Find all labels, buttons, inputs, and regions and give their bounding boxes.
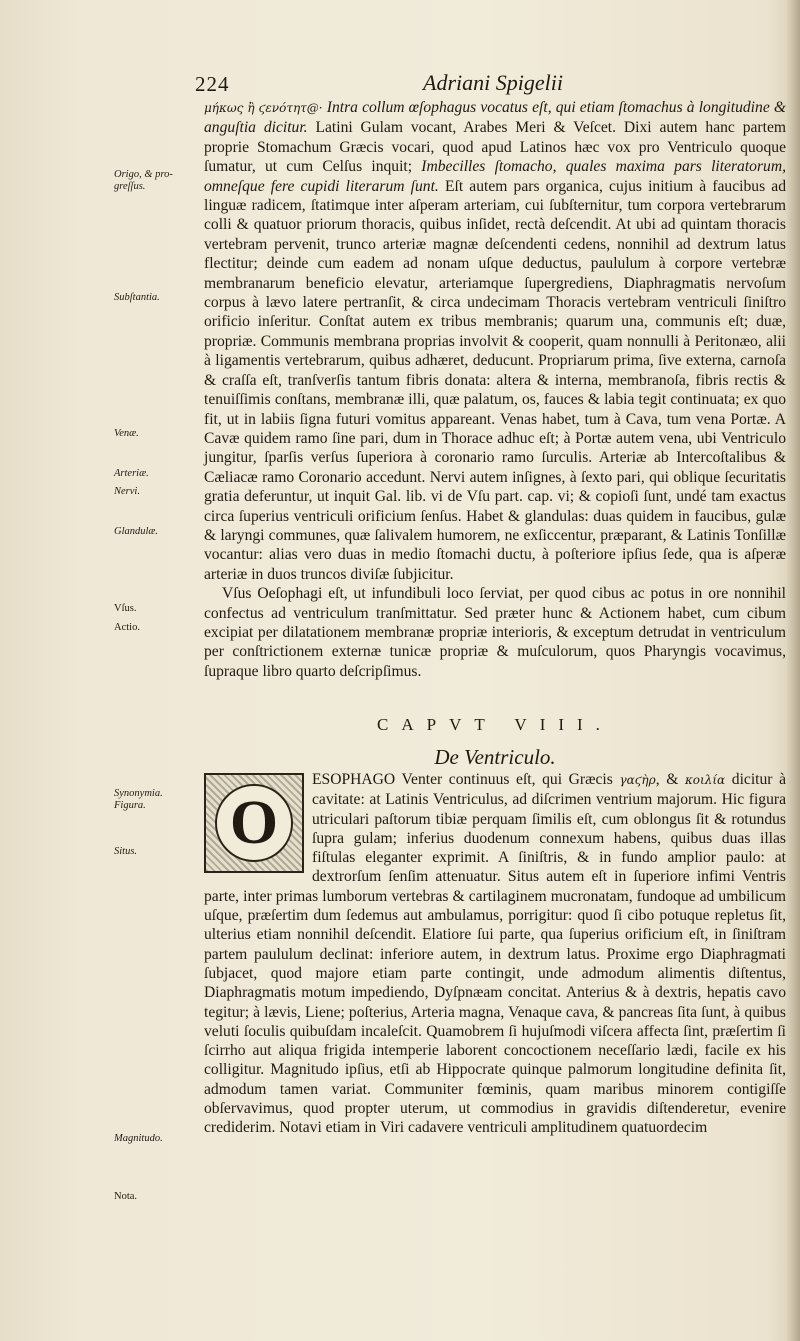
oesophagus-text	[204, 98, 786, 681]
margin-note-nota: Nota.	[114, 1191, 138, 1202]
margin-note-synonymia: Synonymia.	[114, 788, 163, 799]
margin-note-origo: Origo, & pro-	[114, 169, 173, 180]
greek-phrase: μήκως ἢ ϛενότητ@·	[204, 101, 323, 115]
text-run: ESOPHAGO Venter continuus eſt, qui Græcis	[312, 771, 613, 788]
margin-note-progressus: greſſus.	[114, 181, 146, 192]
margin-note-magnitudo: Magnitudo.	[114, 1133, 163, 1144]
definition-italic: Intra collum œſophagus vocatus eſt, qui etiam ſtomachus à longitudine & anguſtia dicitur.	[204, 99, 786, 137]
page-number: 224	[195, 72, 230, 96]
margin-note-substantia: Subſtantia.	[114, 292, 160, 303]
celsus-quote: Imbecilles ſtomacho, quales maxima pars literatorum, omneſque fere cupidi literarum ſunt.	[204, 158, 787, 195]
text-run: , &	[655, 771, 679, 788]
margin-note-glandulae: Glandulæ.	[114, 526, 159, 537]
chapter-heading: CAPVT VIII.	[377, 715, 613, 734]
margin-note-usus: Vſus.	[114, 603, 137, 614]
paragraph-usus: Vſus Oeſophagi eſt, ut infundibuli loco ſerviat, per quod cibus ac potus in ore nonnihil confectus ad ventriculum tranſmittatur. Sed præter hunc & Actionem habet, cum cibum excipiat per dilatationem membranæ propriæ interioris, & exceptum detrudat in ventriculum per conſtrictionem externæ tunicæ propriæ & muſculorum, quos Pharyngis vocavimus, ſupraque libro quarto deſcripſimus.	[204, 585, 786, 680]
running-title: Adriani Spigelii	[423, 70, 563, 95]
chapter-title: De Ventriculo.	[434, 745, 556, 769]
page-header	[195, 70, 790, 96]
margin-note-arteriae: Arteriæ.	[114, 468, 149, 479]
paragraph-oesophagus	[204, 98, 786, 584]
initial-letter: O	[215, 784, 293, 862]
text-run: Latini Gulam vocant, Arabes Meri & Veſcet. Dixi autem hanc partem proprie Stomachum Græcis vocari, quod apud Latinos hæc vox pro Ventriculo quoque ſumatur, ut cum Celſus inquit;	[204, 119, 786, 176]
margin-note-nervi: Nervi.	[114, 486, 140, 497]
decorated-initial	[204, 773, 304, 873]
text-run: dicitur à cavitate: at Latinis Ventriculus, ad diſcrimen ventrium majorum. Hic figura utriculari paſtorum tibiæ perquam ſimilis eſt, cum oblongus ſit & rotundus ſupra gulam; inferius duodenum connexum habens, quibus duas illas fiſtulas eleganter exprimit. A ſiniſtris, & in fundo amplior paulo: at dextrorſum ſenſim attenuatur. Situs autem eſt in ſuperiore infimi Ventris parte, inter primas lumborum vertebras & cartilaginem mucronatam, fundoque ad umbilicum uſque, præſertim dum ſedemus aut ambulamus, porrigitur: quod ſi cibo potuque repletus ſit, ulterius etiam nonnihil deſcendit. Elatiore ſui parte, qua ſuperius orificium eſt, in ſiniſtram partem paululum declinat: inferiore autem, in dextrum latus. Proxime ergo Diaphragmati ſubjacet, quod majore etiam parte contingit, unde admodum alimentis diſtentus, Diaphragmatis motum impediendo, Dyſpnæam concitat. Anterius & à dextris, hepatis cavo tegitur; à lævis, Liene; poſterius, Arteria magna, Venaque cava, & pancreas ſita ſunt, à quibus veluti ſoculis quibuſdam incaleſcit. Quamobrem ſi hujuſmodi viſcera affecta ſint, præſertim ſi ſcirrho aut aliqua frigida intemperie laborent concoctionem neceſſario lædi, facile ex his colligitur. Magnitudo ipſius, etſi ab Hippocrate quinque palmorum longitudine definita ſit, admodum tamen variat. Communiter fœminis, quam maribus minorem contigiſſe obſervavimus, quod propter uterum, ut commodius in gravidis diſtenderetur, evenire crediderim. Notavi etiam in Viri cadavere ventriculi amplitudinem quatuordecim	[204, 771, 786, 1137]
ventriculo-text	[204, 770, 786, 1138]
text-run: Eſt autem pars organica, cujus initium à faucibus ad linguæ radicem, ſtatimque inter aſperam arteriam, cui ſubſternitur, tum corpora vertebrarum colli & quatuor priorum thoracis, quibus inſidet, rectà deſcendit. At ubi ad quintam thoracis vertebram pervenit, trunco arteriæ magnæ deſcendenti cedens, nonnihil ad dextrum latus flectitur; deinde cum eadem ad nonam uſque deductus, paululum à corpore vertebræ membranarum beneficio elevatur, arteriamque ſupergrediens, Diaphragmatis nervoſum corpus à lævo latere pertranſit, & circa undecimam Thoracis vertebram ventriculi ſiniſtro orificio inſeritur. Conſtat autem ex tribus membranis; quarum una, communis eſt; duæ, propriæ. Communis membrana proprias involvit & cooperit, quam nonnulli à Peritonæo, alii à ligamentis vertebrarum, quibus adhæret, deducunt. Propriarum prima, ſive externa, carnoſa & craſſa eſt, tranſverſis tantum fibris donata: altera & interna, membranoſa, fibris rectis & tenuiſſimis conſtans, membranæ illi, quæ palatum, os, fauces & labia tegit continuata; ex quo fit, ut in labiis ſigna futuri vomitus appareant. Venas habet, tum à Cava, tum vena Portæ. A Cavæ quidem ramo ſine pari, dum in Thorace adhuc eſt; à Portæ autem vena, ubi Ventriculo jungitur, ſparſis verſus ſuperiora à coronario ramo ſurculis. Arteriæ ab Intercoſtalibus & Cæliacæ ramo Coronario accedunt. Nervi autem inſignes, à ſexto pari, qui oblique ſecuritatis gratia deferuntur, ut inquit Gal. lib. vi de Vſu part. cap. vi; & copioſi ſunt, undé tam exactus circa ſuperius ventriculi orificium ſenſus. Habet & glandulas: duas quidem in faucibus, gulæ & laryngi communes, quæ ſalivalem humorem, ne exſiccentur, præparant, & Latinis Tonſillæ vocantur: alias vero duas in medio ſtomachi ductu, à poſteriore ipſius ſede, qua is aſperæ arteriæ in duos truncos diviſæ ſubjicitur.	[204, 177, 786, 583]
margin-notes	[0, 0, 196, 1341]
margin-note-venae: Venæ.	[114, 428, 139, 439]
greek-word: γαϛὴρ	[619, 773, 656, 787]
margin-note-situs: Situs.	[114, 846, 138, 857]
margin-note-actio: Actio.	[114, 622, 140, 633]
greek-word: κοιλία	[684, 773, 726, 787]
margin-note-figura: Figura.	[114, 800, 146, 811]
spine-shadow	[786, 0, 800, 1341]
